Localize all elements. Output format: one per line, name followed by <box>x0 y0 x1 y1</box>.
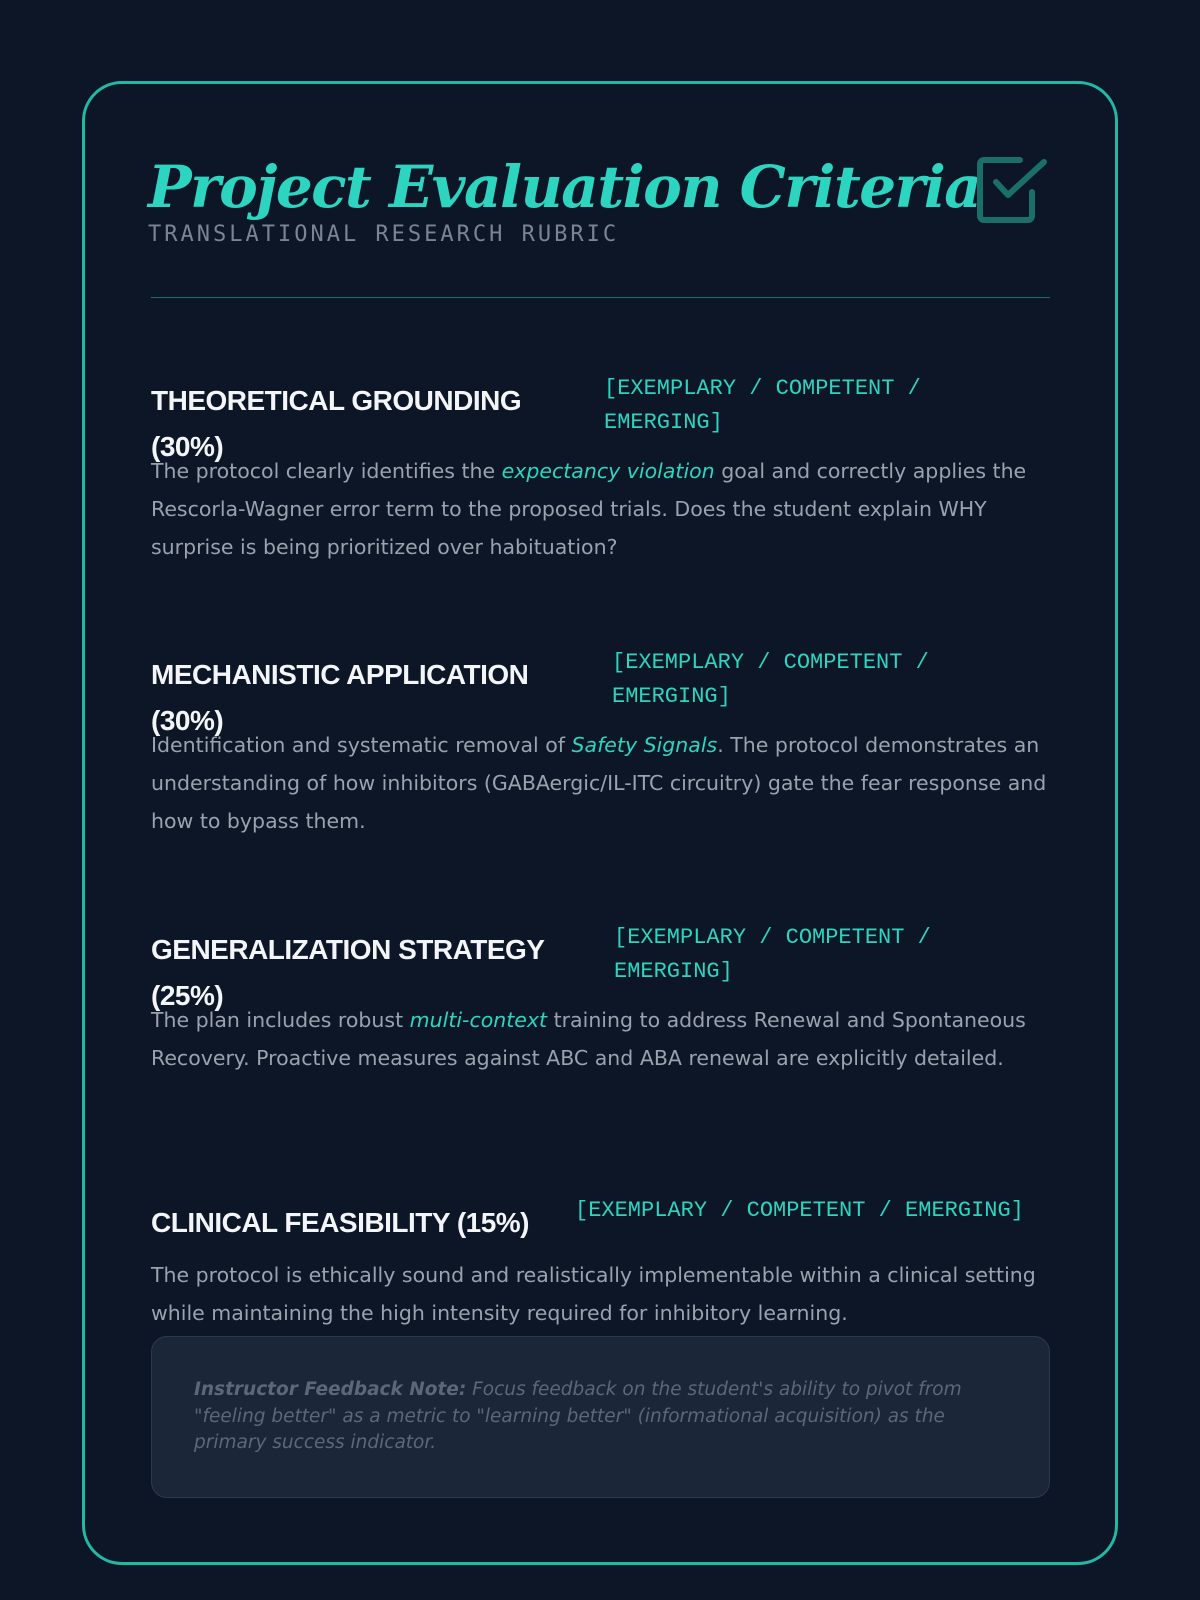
criterion-name: THEORETICAL GROUNDING (30%) <box>151 385 522 462</box>
criterion-emphasis: Safety Signals <box>571 733 718 757</box>
criterion-description: The plan includes robust multi-context training to address Renewal and Spontaneous Recovery. Proactive measures against ABC and ABA renewal are explicitly detailed. <box>151 1008 1026 1070</box>
criterion-description: Identification and systematic removal of Safety Signals. The protocol demonstrates an understanding of how inhibitors (GABAergic/IL-ITC circuitry) gate the fear response and how to bypass them. <box>151 733 1047 833</box>
criterion-clinical-feasibility <box>151 1200 1050 1332</box>
criterion-scale: [EXEMPLARY / COMPETENT / EMERGING] <box>612 650 943 709</box>
criterion-emphasis: multi-context <box>409 1008 548 1032</box>
page-subtitle: TRANSLATIONAL RESEARCH RUBRIC <box>148 222 620 247</box>
criterion-mechanistic-application <box>151 652 1050 840</box>
note-label: Instructor Feedback Note: <box>194 1379 467 1400</box>
criterion-description: The protocol is ethically sound and realistically implementable within a clinical setting while maintaining the high intensity required for inhibitory learning. <box>151 1263 1036 1325</box>
note-text: Focus feedback on the student's ability to pivot from "feeling better" as a metric to "learning better" (informational acquisition) as the primary success indicator. <box>194 1379 962 1453</box>
criterion-scale: [EXEMPLARY / COMPETENT / EMERGING] <box>575 1198 1024 1223</box>
criterion-name: CLINICAL FEASIBILITY (15%) <box>151 1207 530 1238</box>
checkbox-checked-icon <box>976 154 1048 226</box>
criterion-emphasis: expectancy violation <box>501 459 715 483</box>
criterion-scale: [EXEMPLARY / COMPETENT / EMERGING] <box>614 925 945 984</box>
criterion-theoretical-grounding <box>151 378 1050 566</box>
criterion-description: The protocol clearly identifies the expectancy violation goal and correctly applies the Rescorla-Wagner error term to the proposed trials. Does the student explain WHY surprise is being prioritized over habituation? <box>151 459 1027 559</box>
criterion-name: MECHANISTIC APPLICATION (30%) <box>151 659 529 736</box>
criterion-scale: [EXEMPLARY / COMPETENT / EMERGING] <box>604 376 935 435</box>
page-title: Project Evaluation Criteria <box>148 153 981 221</box>
header-divider <box>151 297 1050 298</box>
instructor-feedback-note <box>151 1336 1050 1498</box>
header <box>148 148 1048 247</box>
criterion-generalization-strategy <box>151 927 1050 1077</box>
criterion-name: GENERALIZATION STRATEGY (25%) <box>151 934 544 1011</box>
